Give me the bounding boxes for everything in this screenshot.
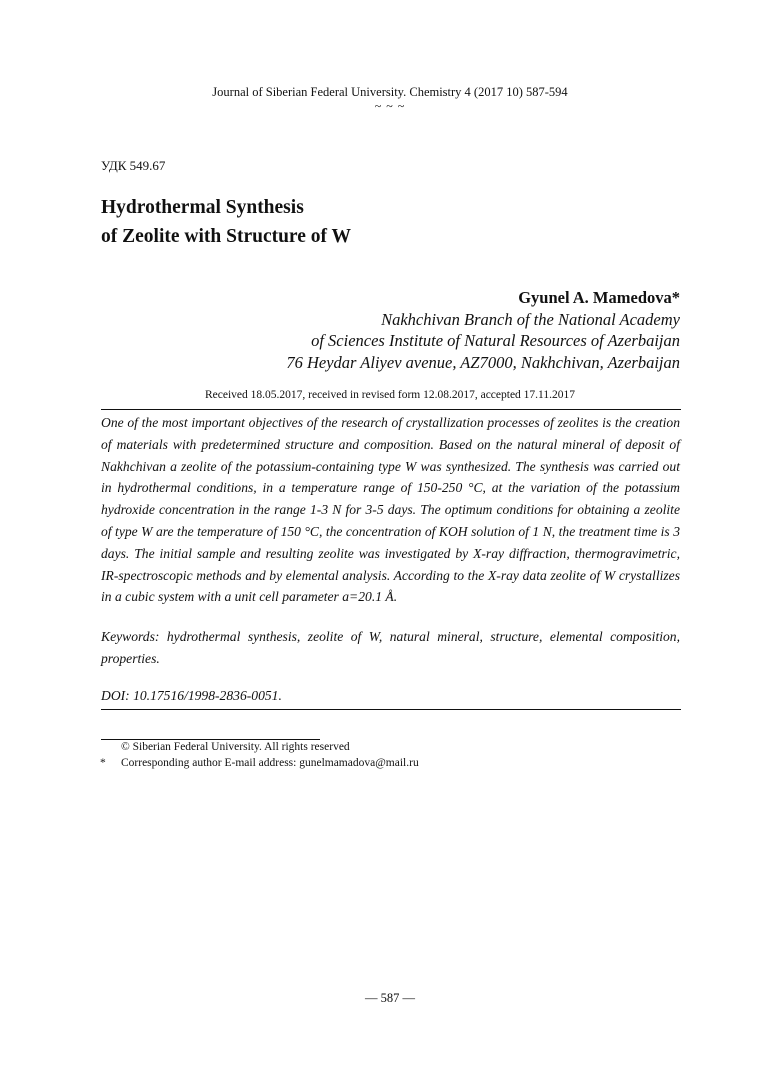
page-number: — 587 — [365, 991, 415, 1005]
received-dates: Received 18.05.2017, received in revised form 12.08.2017, accepted 17.11.2017 [204, 389, 576, 401]
author-name: Gyunel A. Mamedova* [518, 288, 680, 307]
footnote-asterisk: * [100, 757, 106, 769]
affiliation-line: of Sciences Institute of Natural Resources of Azerbaijan [311, 331, 680, 350]
author-block [286, 287, 680, 373]
journal-header: Journal of Siberian Federal University. Chemistry 4 (2017 10) 587-594 [212, 85, 568, 99]
keywords-text: Keywords: hydrothermal synthesis, zeolite of W, natural mineral, structure, elemental composition, properties. [101, 629, 680, 666]
title-line: of Zeolite with Structure of W [101, 226, 352, 247]
article-title [101, 193, 351, 251]
affiliation-line: 76 Heydar Aliyev avenue, AZ7000, Nakhchivan, Azerbaijan [286, 352, 680, 372]
copyright-footnote: © Siberian Federal University. All rights reserved [121, 741, 350, 753]
affiliation-line: Nakhchivan Branch of the National Academy [381, 309, 680, 329]
doi-link[interactable]: DOI: 10.17516/1998-2836-0051. [101, 688, 282, 703]
footnote-rule [101, 739, 320, 740]
abstract-bottom-rule [101, 709, 681, 710]
corresponding-footnote: Corresponding author E-mail address: gunelmamadova@mail.ru [121, 757, 419, 769]
header-separator: ~ ~ ~ [374, 99, 406, 113]
abstract-top-rule [101, 409, 681, 410]
title-line: Hydrothermal Synthesis [101, 197, 304, 218]
abstract-text: One of the most important objectives of the research of crystallization processes of zeolites is the creation of materials with predetermined structure and composition. Based on the natural mineral of deposit of Nakhchivan a zeolite of the potassium-containing type W was synthesized. The synthesis was carried out in hydrothermal conditions, in a temperature range of 150-250 °C, at the variation of the potassium hydroxide concentration in the range 1-3 N for 3-5 days. The optimum conditions for obtaining a zeolite of type W are the temperature of 150 °C, the concentration of KOH solution of 1 N, the treatment time is 3 days. The initial sample and resulting zeolite was investigated by X-ray diffraction, thermogravimetric, IR-spectroscopic methods and by elemental analysis. According to the X-ray data zeolite of W crystallizes in a cubic system with a unit cell parameter a=20.1 Å. [101, 415, 680, 605]
udk-code: УДК 549.67 [101, 158, 166, 173]
